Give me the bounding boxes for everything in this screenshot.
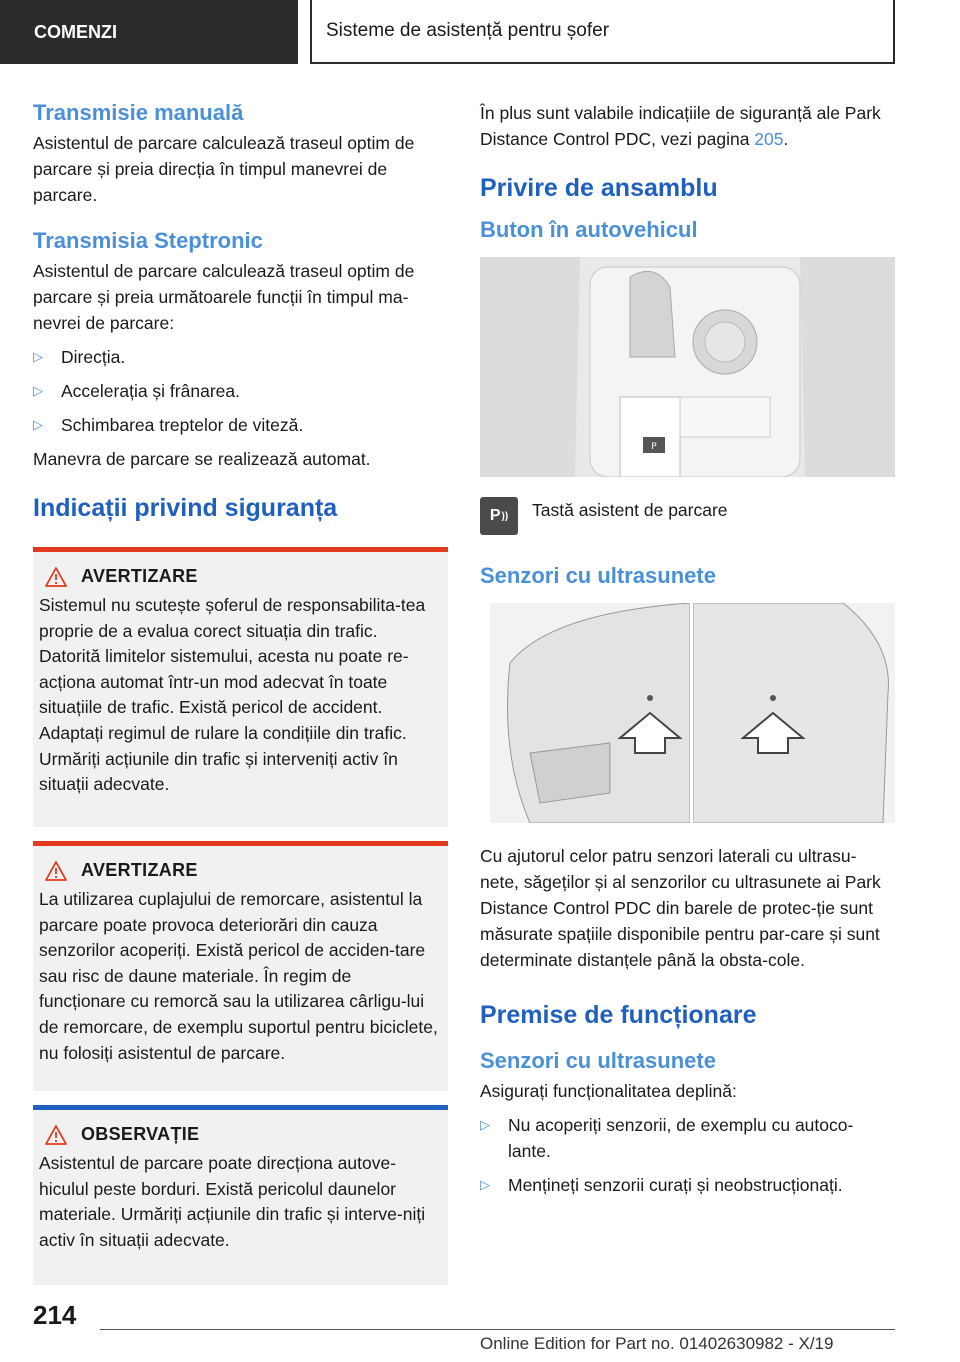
parking-button-caption: Tastă asistent de parcare bbox=[532, 500, 728, 520]
front-bumper-image bbox=[490, 603, 693, 823]
chapter-title: Sisteme de asistență pentru șofer bbox=[310, 0, 895, 64]
warning-box-2 bbox=[33, 841, 448, 1091]
list-item: ▷ Mențineți senzorii curați și neobstrucționați. bbox=[480, 1172, 895, 1198]
note-label: OBSERVAȚIE bbox=[81, 1124, 200, 1144]
section-tab: COMENZI bbox=[0, 0, 298, 64]
sensor-images bbox=[490, 603, 895, 823]
triangle-bullet-icon: ▷ bbox=[33, 383, 43, 398]
list-item: ▷ Schimbarea treptelor de viteză. bbox=[33, 412, 448, 438]
list-item: ▷ Accelerația și frânarea. bbox=[33, 378, 448, 404]
console-illustration bbox=[480, 257, 895, 477]
page-link[interactable]: 205 bbox=[754, 129, 784, 149]
triangle-bullet-icon: ▷ bbox=[480, 1177, 490, 1192]
footer-divider bbox=[100, 1329, 895, 1330]
automatic-maneuver-text: Manevra de parcare se realizează automat. bbox=[33, 449, 371, 469]
triangle-bullet-icon: ▷ bbox=[33, 417, 43, 432]
page-number: 214 bbox=[33, 1300, 77, 1330]
premise-list bbox=[480, 1112, 895, 1198]
rear-bumper-image bbox=[693, 603, 895, 823]
right-column bbox=[480, 100, 895, 1206]
note-box bbox=[33, 1105, 448, 1285]
pdc-safety-reference: În plus sunt valabile indicațiile de siguranță ale Park Distance Control PDC, vezi pagina 205. bbox=[480, 103, 881, 149]
left-column bbox=[33, 100, 448, 1285]
warning-triangle-icon bbox=[45, 861, 67, 881]
warning-text: La utilizarea cuplajului de remorcare, asistentul la parcare poate provoca deteriorări din cauza senzorilor acoperiți. Există pericol de acciden-tare sau risc de daune materiale. În regim de funcționare cu remorcă sau la utilizarea cârligu-lui de remorcare, de exemplu suportul pentru biciclete, nu folosiți asistentul de parcare. bbox=[39, 889, 438, 1063]
front-sensor-illustration bbox=[490, 603, 690, 823]
warning-triangle-icon bbox=[45, 1125, 67, 1145]
steptronic-text: Asistentul de parcare calculează traseul optim de parcare și preia următoarele funcții în timpul ma-nevrei de parcare: bbox=[33, 261, 415, 333]
triangle-bullet-icon: ▷ bbox=[33, 349, 43, 364]
steptronic-function-list bbox=[33, 344, 448, 438]
online-edition-note: Online Edition for Part no. 01402630982 - X/19 bbox=[480, 1334, 834, 1353]
premise-subheading: Senzori cu ultrasunete bbox=[480, 1048, 716, 1073]
center-console-image bbox=[480, 257, 895, 477]
svg-text:P: P bbox=[651, 442, 657, 452]
button-heading: Buton în autovehicul bbox=[480, 217, 698, 242]
warning-text: Sistemul nu scutește șoferul de responsabilita-tea proprie de a evalua corect situația din trafic. Datorită limitelor sistemului, acesta nu poate re-acționa automat într-un mod adecvat în toate situațiile de trafic. Există pericol de accident. Adaptați regimul de rulare la condițiile din trafic. Urmăriți acțiunile din trafic și interveniți activ în situații adecvate. bbox=[39, 595, 426, 795]
safety-heading: Indicații privind siguranța bbox=[33, 494, 338, 522]
sensors-heading: Senzori cu ultrasunete bbox=[480, 563, 716, 588]
manual-transmission-text: Asistentul de parcare calculează traseul optim de parcare și preia direcția în timpul manevrei de parcare. bbox=[33, 133, 415, 205]
sensors-description: Cu ajutorul celor patru senzori laterali cu ultrasu-nete, săgeților și al senzorilor cu ultrasunete ai Park Distance Control PDC din barele de protec-ție sunt măsurate spațiile disponibile pentru par-care și sunt determinate distanțele până la obsta-cole. bbox=[480, 846, 881, 970]
manual-transmission-heading: Transmisie manuală bbox=[33, 100, 244, 125]
triangle-bullet-icon: ▷ bbox=[480, 1117, 490, 1132]
premise-heading: Premise de funcționare bbox=[480, 1001, 757, 1029]
warning-triangle-icon bbox=[45, 567, 67, 587]
premise-text: Asigurați funcționalitatea deplină: bbox=[480, 1081, 737, 1101]
list-item: ▷ Direcția. bbox=[33, 344, 448, 370]
warning-box-1 bbox=[33, 547, 448, 827]
warning-label: AVERTIZARE bbox=[81, 860, 198, 880]
parking-assistant-icon: P )) bbox=[480, 497, 518, 535]
note-text: Asistentul de parcare poate direcționa autove-hiculul peste borduri. Există pericolul daunelor materiale. Urmăriți acțiunile din trafic și interve-niți activ în situații adecvate. bbox=[39, 1153, 426, 1250]
rear-sensor-illustration bbox=[693, 603, 895, 823]
list-item: ▷ Nu acoperiți senzorii, de exemplu cu autoco-lante. bbox=[480, 1112, 895, 1164]
steptronic-heading: Transmisia Steptronic bbox=[33, 228, 263, 253]
overview-heading: Privire de ansamblu bbox=[480, 174, 718, 202]
parking-button-legend bbox=[480, 497, 895, 535]
warning-label: AVERTIZARE bbox=[81, 566, 198, 586]
